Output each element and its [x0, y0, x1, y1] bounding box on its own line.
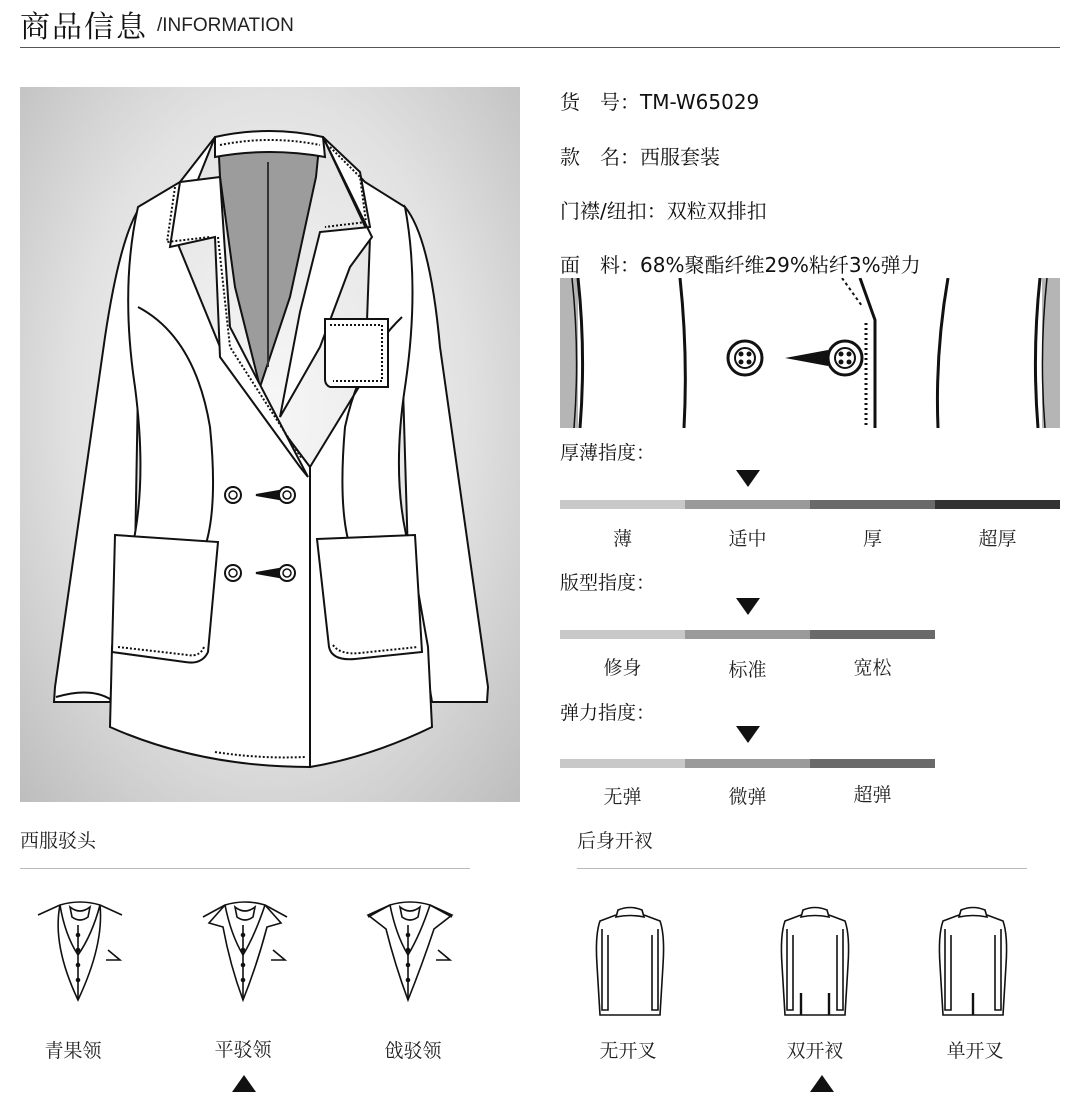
vent-option: 单开叉 [946, 1040, 1004, 1062]
swatch-button-right [828, 341, 862, 375]
lapel-selected-icon [232, 1075, 256, 1092]
fit-option: 宽松 [853, 657, 892, 679]
vent-section-title: 后身开衩 [577, 830, 654, 852]
fit-indicator-icon [736, 598, 760, 615]
thickness-option: 超厚 [978, 528, 1017, 550]
thickness-option: 厚 [862, 528, 882, 550]
fit-bar-segment [810, 630, 935, 639]
thickness-title: 厚薄指度： [560, 442, 656, 464]
stretch-bar-segment [810, 759, 935, 768]
vent-option: 双开衩 [786, 1040, 844, 1062]
stretch-bar-segment [560, 759, 685, 768]
stretch-option: 微弹 [728, 786, 767, 808]
double-vent-icon [775, 905, 855, 1024]
sku-line: 货 号：TM-W65029 [560, 90, 760, 114]
thickness-option: 薄 [612, 528, 632, 550]
thickness-option: 适中 [728, 528, 767, 550]
fit-option: 标准 [728, 659, 767, 681]
closure-line: 门襟/纽扣：双粒双排扣 [560, 199, 767, 223]
stretch-title: 弹力指度： [560, 702, 656, 724]
fit-title: 版型指度： [560, 572, 656, 594]
vent-selected-icon [810, 1075, 834, 1092]
peak-lapel-icon [360, 895, 460, 1014]
lapel-option: 戗驳领 [384, 1040, 442, 1062]
fit-bar-segment [560, 630, 685, 639]
page-title: 商品信息 [20, 10, 148, 45]
blazer-drawing [20, 87, 520, 802]
thickness-bar-segment [685, 500, 810, 509]
no-vent-icon [590, 905, 670, 1024]
fabric-line: 面 料：68%聚酯纤维29%粘纤3%弹力 [560, 253, 921, 277]
thickness-indicator-icon [736, 470, 760, 487]
thickness-bar-segment [810, 500, 935, 509]
swatch-button-left [728, 341, 762, 375]
button-detail-image [560, 278, 1060, 428]
stretch-option: 无弹 [603, 786, 642, 808]
page-subtitle: /INFORMATION [157, 15, 294, 36]
notch-lapel-icon [195, 895, 295, 1014]
lapel-section-title: 西服驳头 [20, 830, 97, 852]
shawl-lapel-icon [30, 895, 130, 1014]
header-divider [20, 47, 1060, 48]
vent-option: 无开叉 [599, 1040, 657, 1062]
lapel-option: 平驳领 [214, 1039, 272, 1061]
single-vent-icon [933, 905, 1013, 1024]
stretch-bar-segment [685, 759, 810, 768]
lapel-option: 青果领 [44, 1040, 102, 1062]
fit-option: 修身 [603, 657, 642, 679]
lapel-divider [20, 868, 470, 869]
thickness-bar-segment [935, 500, 1060, 509]
stretch-indicator-icon [736, 726, 760, 743]
thickness-bar-segment [560, 500, 685, 509]
vent-divider [577, 868, 1027, 869]
fit-bar-segment [685, 630, 810, 639]
style-line: 款 名：西服套装 [560, 145, 720, 169]
product-illustration [20, 87, 520, 802]
stretch-option: 超弹 [853, 784, 892, 806]
